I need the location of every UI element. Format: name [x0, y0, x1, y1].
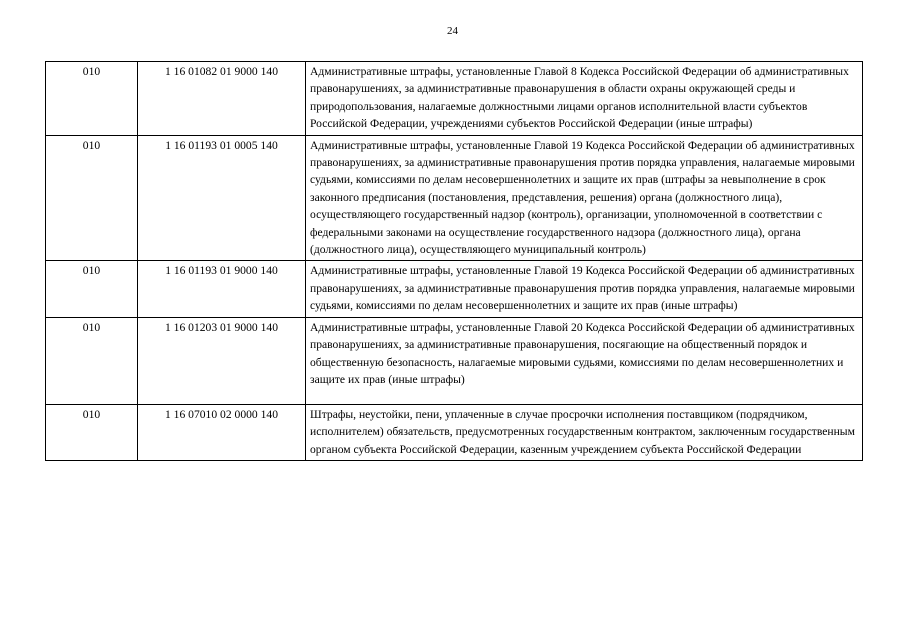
description-cell: Административные штрафы, установленные Главой 8 Кодекса Российской Федерации об административных правонарушениях, за административные правонарушения в области охраны окружающей среды и природопользования, налагаемые должностными лицами органов исполнительной власти субъектов Российской Федерации, учреждениями субъектов Российской Федерации (иные штрафы): [306, 62, 863, 136]
page-number: 24: [447, 25, 458, 37]
description-cell: Административные штрафы, установленные Главой 20 Кодекса Российской Федерации об административных правонарушениях, за административные правонарушения, посягающие на общественный порядок и общественную безопасность, налагаемые мировыми судьями, комиссиями по делам несовершеннолетних и защите их прав (иные штрафы): [306, 317, 863, 404]
budget-code-cell: 1 16 01203 01 9000 140: [138, 317, 306, 404]
admin-code-cell: 010: [46, 404, 138, 460]
admin-code-cell: 010: [46, 261, 138, 317]
admin-code-cell: 010: [46, 62, 138, 136]
budget-code-cell: 1 16 01193 01 0005 140: [138, 135, 306, 261]
budget-codes-table: [45, 61, 863, 461]
description-cell: Штрафы, неустойки, пени, уплаченные в случае просрочки исполнения поставщиком (подрядчиком, исполнителем) обязательств, предусмотренных государственным контрактом, заключенным государственным органом субъекта Российской Федерации, казенным учреждением субъекта Российской Федерации: [306, 404, 863, 460]
budget-code-cell: 1 16 01082 01 9000 140: [138, 62, 306, 136]
description-cell: Административные штрафы, установленные Главой 19 Кодекса Российской Федерации об административных правонарушениях, за административные правонарушения против порядка управления, налагаемые мировыми судьями, комиссиями по делам несовершеннолетних и защите их прав (иные штрафы): [306, 261, 863, 317]
description-cell: Административные штрафы, установленные Главой 19 Кодекса Российской Федерации об административных правонарушениях, за административные правонарушения против порядка управления, налагаемые мировыми судьями, комиссиями по делам несовершеннолетних и защите их прав (штрафы за невыполнение в срок законного предписания (постановления, представления, решения) органа (должностного лица), осуществляющего государственный надзор (контроль), организации, уполномоченной в соответствии с федеральными законами на осуществление государственного надзора (должностного лица), органа (должностного лица), осуществляющего муниципальный контроль): [306, 135, 863, 261]
admin-code-cell: 010: [46, 135, 138, 261]
table-row: [46, 404, 863, 460]
table-row: [46, 62, 863, 136]
table-row: [46, 317, 863, 404]
admin-code-cell: 010: [46, 317, 138, 404]
budget-code-cell: 1 16 07010 02 0000 140: [138, 404, 306, 460]
budget-code-cell: 1 16 01193 01 9000 140: [138, 261, 306, 317]
table-row: [46, 135, 863, 261]
table-row: [46, 261, 863, 317]
